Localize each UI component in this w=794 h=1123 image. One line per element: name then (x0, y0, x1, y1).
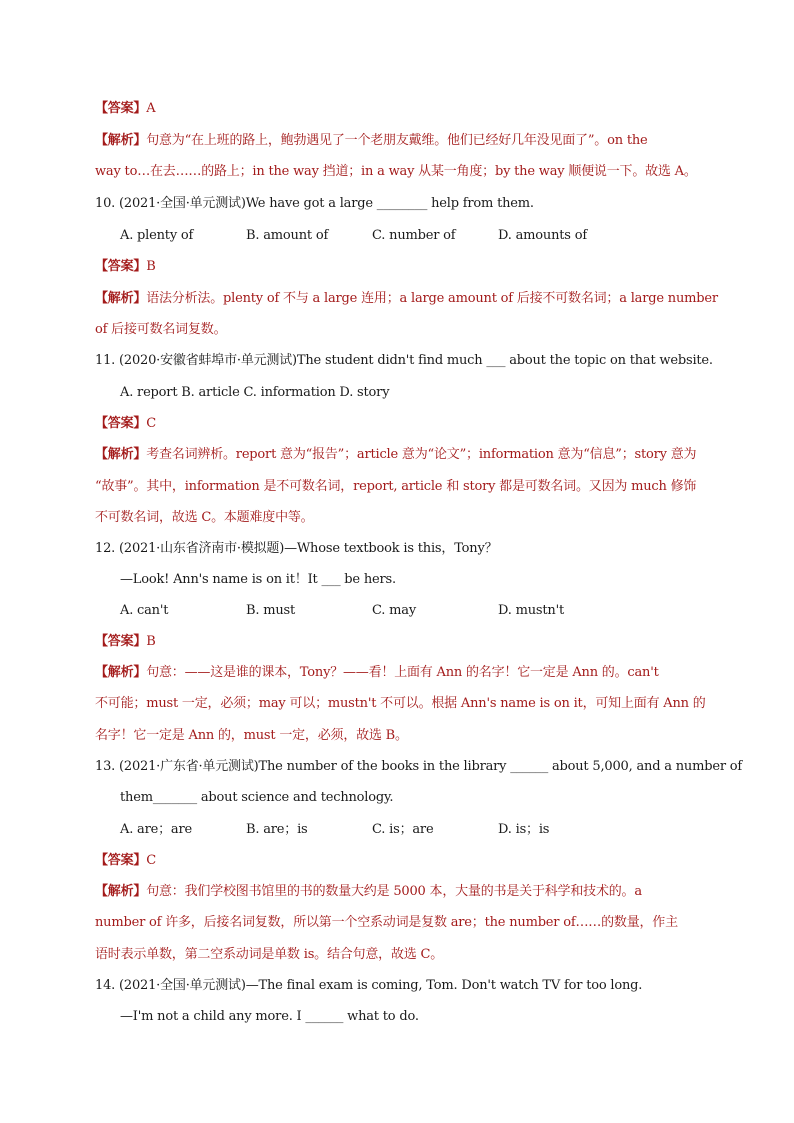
analysis-line (95, 695, 706, 713)
question-line (95, 352, 713, 370)
analysis-text: 语法分析法。plenty of 不与 a large 连用；a large amount of 后接不可数名词；a large number (146, 291, 718, 306)
analysis-text: number of 许多，后接名词复数，所以第一个空系动词是复数 are；the number of……的数量，作主 (95, 915, 678, 930)
analysis-text: 句意：我们学校图书馆里的书的数量大约是 5000 本，大量的书是关于科学和技术的。a (146, 884, 642, 899)
analysis-label: 【解析】 (95, 447, 147, 462)
option-item: C. may (372, 603, 416, 618)
answer-label: 【答案】 (95, 259, 147, 274)
answer-label: 【答案】 (95, 101, 147, 116)
analysis-line (95, 478, 696, 496)
answer-text: B (146, 259, 156, 274)
option-item: B. must (246, 603, 296, 618)
analysis-line (95, 163, 697, 181)
answer-line (95, 852, 156, 870)
question-text: them_______ about science and technology. (120, 790, 394, 805)
question-text: 12. (2021·山东省济南市·模拟题)—Whose textbook is this，Tony？ (95, 541, 498, 556)
question-line (95, 540, 497, 558)
analysis-line (95, 446, 696, 464)
analysis-text: 句意为“在上班的路上，鲍勃遇见了一个老朋友戴维。他们已经好几年没见面了”。on the (146, 133, 648, 148)
analysis-text: “故事”。其中，information 是不可数名词，report, article 和 story 都是可数名词。又因为 much 修饰 (95, 479, 697, 494)
analysis-text: 名字！它一定是 Ann 的，must 一定，必须，故选 B。 (95, 728, 408, 743)
answer-line (95, 100, 155, 118)
options-row (120, 821, 624, 839)
question-text: 14. (2021·全国·单元测试)—The final exam is coming, Tom. Don't watch TV for too long. (95, 978, 643, 993)
options-row (120, 602, 624, 620)
answer-label: 【答案】 (95, 634, 147, 649)
question-continuation (120, 1008, 419, 1026)
option-item: A. can't (120, 603, 169, 618)
option-item: A. are；are (120, 822, 192, 837)
options-line (120, 384, 389, 402)
analysis-line (95, 321, 226, 339)
option-item: B. amount of (246, 228, 329, 243)
analysis-label: 【解析】 (95, 133, 147, 148)
option-item: C. number of (372, 228, 456, 243)
analysis-text: 不可数名词，故选 C。本题难度中等。 (95, 510, 314, 525)
analysis-text: 不可能；must 一定，必须；may 可以；mustn't 不可以。根据 Ann's name is on it，可知上面有 Ann 的 (95, 696, 706, 711)
analysis-text: 考查名词辨析。report 意为“报告”；article 意为“论文”；information 意为“信息”；story 意为 (146, 447, 697, 462)
analysis-label: 【解析】 (95, 884, 147, 899)
question-line (95, 977, 642, 995)
answer-line (95, 258, 156, 276)
option-item: D. mustn't (498, 603, 564, 618)
option-item: A. plenty of (120, 228, 194, 243)
question-text: —I'm not a child any more. I ______ what to do. (120, 1009, 419, 1024)
analysis-text: way to…在去……的路上；in the way 挡道；in a way 从某一角度；by the way 顺便说一下。故选 A。 (95, 164, 697, 179)
option-text: A. report B. article C. information D. story (120, 385, 390, 400)
question-text: 11. (2020·安徽省蚌埠市·单元测试)The student didn't find much ___ about the topic on that website. (95, 353, 713, 368)
analysis-text: 语时表示单数，第二空系动词是单数 is。结合句意，故选 C。 (95, 947, 444, 962)
answer-text: C (146, 416, 156, 431)
question-continuation (120, 789, 393, 807)
answer-label: 【答案】 (95, 416, 147, 431)
analysis-line (95, 914, 678, 932)
analysis-label: 【解析】 (95, 665, 147, 680)
question-text: 13. (2021·广东省·单元测试)The number of the books in the library ______ about 5,000, and a number of (95, 759, 743, 774)
answer-line (95, 633, 156, 651)
analysis-line (95, 727, 408, 745)
analysis-line (95, 664, 659, 682)
analysis-label: 【解析】 (95, 291, 147, 306)
answer-text: C (146, 853, 156, 868)
option-item: D. is；is (498, 822, 550, 837)
answer-line (95, 415, 156, 433)
question-text: 10. (2021·全国·单元测试)We have got a large ________ help from them. (95, 196, 534, 211)
answer-label: 【答案】 (95, 853, 147, 868)
analysis-line (95, 946, 443, 964)
option-item: D. amounts of (498, 228, 587, 243)
question-line (95, 195, 534, 213)
answer-text: A (146, 101, 156, 116)
analysis-line (95, 290, 718, 308)
options-row (120, 227, 624, 245)
analysis-line (95, 132, 648, 150)
analysis-text: 句意：——这是谁的课本，Tony？——看！上面有 Ann 的名字！它一定是 Ann 的。can't (146, 665, 659, 680)
analysis-line (95, 883, 642, 901)
option-item: C. is；are (372, 822, 434, 837)
analysis-text: of 后接可数名词复数。 (95, 322, 227, 337)
question-continuation (120, 571, 396, 589)
question-text: —Look! Ann's name is on it！It ___ be hers. (120, 572, 396, 587)
analysis-line (95, 509, 313, 527)
option-item: B. are；is (246, 822, 308, 837)
answer-text: B (146, 634, 156, 649)
question-line (95, 758, 742, 776)
